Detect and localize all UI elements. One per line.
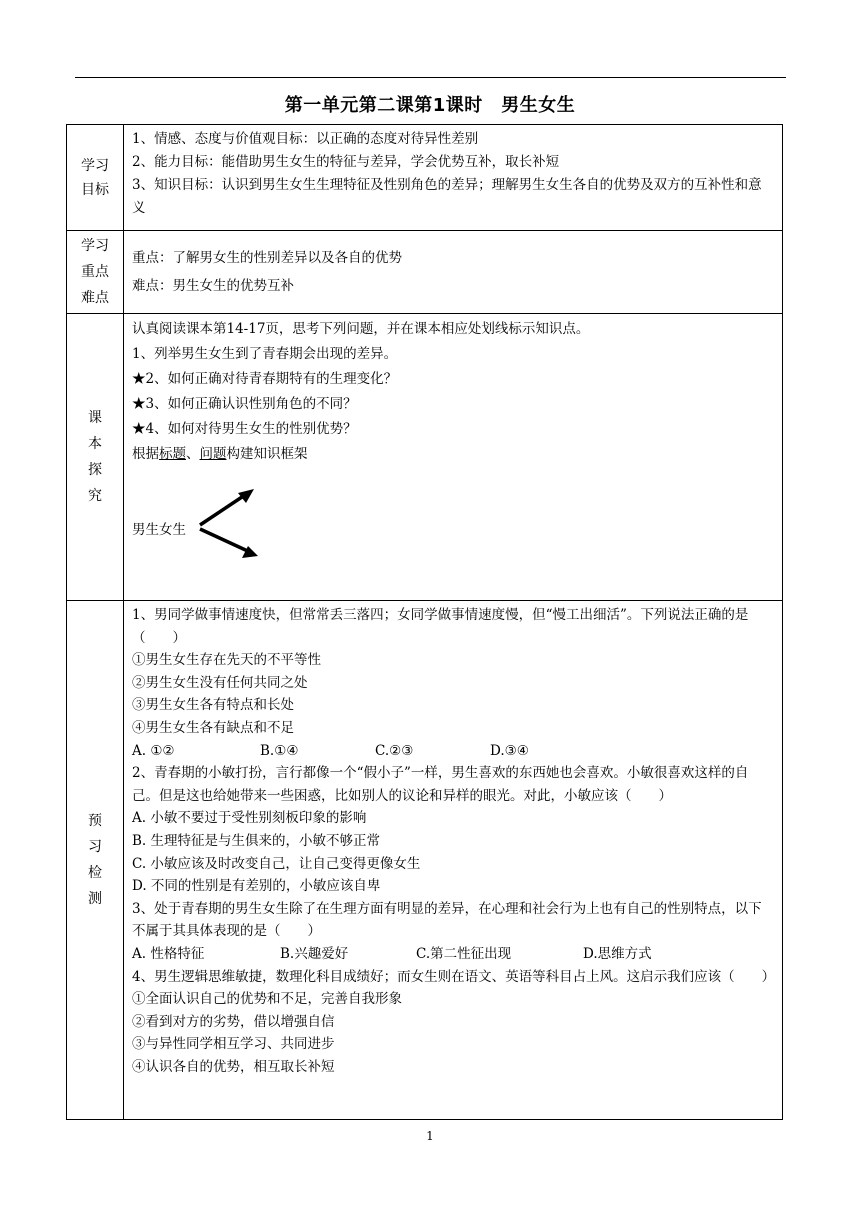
header-rule — [75, 77, 786, 78]
inquiry-question: 1、列举男生女生到了青春期会出现的差异。 — [132, 346, 398, 362]
question-stem: 3、处于青春期的男生女生除了在生理方面有明显的差异，在心理和社会行为上也有自己的性别特点，以下不属于其具体表现的是（ ） — [132, 900, 762, 940]
key-points-label: 学习 重点 难点 — [67, 231, 124, 314]
inquiry-question: ★2、如何正确对待青春期特有的生理变化？ — [132, 371, 398, 387]
difficult-point: 难点：男生女生的优势互补 — [132, 278, 294, 294]
statement: ②看到对方的劣势，借以增强自信 — [132, 1013, 335, 1030]
statement: ①全面认识自己的优势和不足，完善自我形象 — [132, 991, 402, 1008]
question-stem: 2、青春期的小敏打扮，言行都像一个“假小子”一样，男生喜欢的东西她也会喜欢。小敏很喜欢这样的自己。但是这也给她带来一些困惑，比如别人的议论和异样的眼光。对此，小敏应该（ ） — [132, 765, 749, 804]
inquiry-intro: 认真阅读课本第14-17页，思考下列问题，并在课本相应处划线标示知识点。 — [132, 321, 590, 337]
option: B. 生理特征是与生俱来的，小敏不够正常 — [132, 832, 381, 849]
statement: ③男生女生各有特点和长处 — [132, 697, 294, 714]
option: A. 小敏不要过于受性别刻板印象的影响 — [132, 810, 367, 827]
question-stem: 1、男同学做事情速度快，但常常丢三落四；女同学做事情速度慢，但“慢工出细活”。下列说法正确的是（ ） — [132, 607, 749, 646]
question-stem: 4、男生逻辑思维敏捷，数理化科目成绩好；而女生则在语文、英语等科目占上风。这启示我们应该（ ） — [132, 968, 776, 985]
option-a: A. ①② — [132, 742, 175, 759]
answer-options — [132, 943, 774, 966]
arrow-down — [200, 529, 252, 553]
option-d: D.③④ — [490, 742, 529, 759]
statement: ④男生女生各有缺点和不足 — [132, 719, 294, 736]
option: C. 小敏应该及时改变自己，让自己变得更像女生 — [132, 855, 421, 872]
underlined-word-question: 问题 — [199, 446, 227, 462]
key-points-row — [67, 231, 783, 314]
option-b: B.①④ — [260, 742, 299, 759]
framework-instruction: 根据标题、问题构建知识框架 — [132, 446, 308, 462]
option-c: C.②③ — [375, 742, 414, 759]
statement: ②男生女生没有任何共同之处 — [132, 674, 308, 691]
answer-options — [132, 740, 774, 763]
lesson-table — [66, 124, 783, 1120]
option: D. 不同的性别是有差别的，小敏应该自卑 — [132, 878, 381, 895]
page-number: 1 — [426, 1129, 434, 1143]
option-b: B.兴趣爱好 — [280, 945, 349, 962]
preview-label: 预 习 检 测 — [67, 601, 124, 1120]
option-d: D.思维方式 — [583, 945, 652, 962]
branch-arrows — [198, 485, 268, 565]
goals-label: 学习 目标 — [67, 125, 124, 231]
option-c: C.第二性征出现 — [416, 945, 512, 962]
statement: ③与异性同学相互学习、共同进步 — [132, 1036, 335, 1053]
key-point: 重点：了解男女生的性别差异以及各自的优势 — [132, 250, 402, 266]
goals-content — [124, 125, 783, 231]
knowledge-framework-diagram — [132, 467, 774, 585]
inquiry-question: ★3、如何正确认识性别角色的不同？ — [132, 396, 357, 412]
goal-item: 2、能力目标：能借助男生女生的特征与差异，学会优势互补，取长补短 — [132, 154, 560, 170]
inquiry-question: ★4、如何对待男生女生的性别优势？ — [132, 421, 357, 437]
goal-item: 3、知识目标：认识到男生女生生理特征及性别角色的差异；理解男生女生各自的优势及双方的互补性和意义 — [132, 177, 762, 216]
preview-row — [67, 601, 783, 1120]
statement: ①男生女生存在先天的不平等性 — [132, 652, 321, 669]
document-title: 第一单元第二课第1课时 男生女生 — [284, 95, 576, 116]
goals-row — [67, 125, 783, 231]
arrow-up — [200, 493, 248, 525]
inquiry-content — [124, 314, 783, 601]
preview-content — [124, 601, 783, 1120]
goal-item: 1、情感、态度与价值观目标：以正确的态度对待异性差别 — [132, 131, 479, 147]
option-a: A. 性格特征 — [132, 945, 205, 962]
inquiry-label: 课 本 探 究 — [67, 314, 124, 601]
statement: ④认识各自的优势，相互取长补短 — [132, 1058, 335, 1075]
inquiry-row — [67, 314, 783, 601]
diagram-root-label: 男生女生 — [132, 522, 186, 538]
underlined-word-title: 标题 — [159, 446, 186, 462]
key-points-content — [124, 231, 783, 314]
